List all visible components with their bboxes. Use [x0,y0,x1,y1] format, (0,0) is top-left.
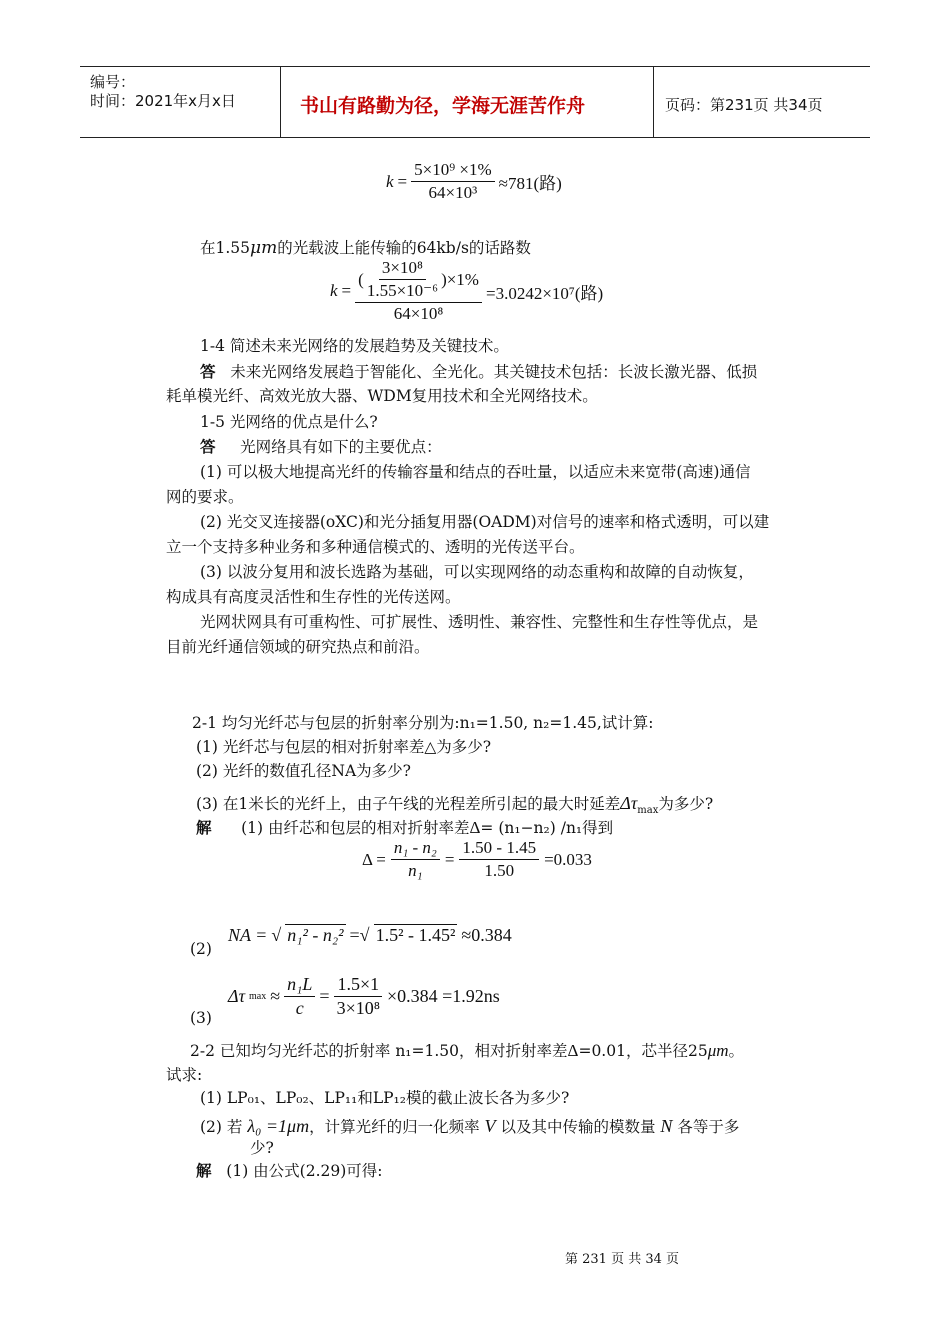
eq3-den2: 1.50 [484,861,515,880]
question-2-2-ask: 试求: [166,1066,203,1084]
equation-k-3-0242: k = ( $\frac{\text{3×10⁸}}{\text{1.55×10⁻⁶}}$ )×1% 64×10⁸ =3.0242×10⁷(路) [330,258,604,323]
part3-symbol: Δτ [620,793,638,813]
eq4-result: ≈0.384 [461,924,512,945]
eq1-fraction [411,160,495,203]
eq5-den1: c [295,998,304,1018]
question-2-2-mid: =0.01，芯半径25 [578,1042,708,1060]
carrier-prefix: 在1.55 [200,239,251,257]
header-motto: 书山有路勤为径，学海无涯苦作舟 [300,95,586,117]
solution-2-2 [196,1161,383,1181]
eq5-num1: n₁L [284,974,315,997]
answer-mark: 答 [200,362,216,381]
eq4-radicand2: 1.5² - 1.45² [375,925,456,945]
solution-2-1-intro [196,818,613,838]
eq4-radicand1: n₁² - n₂² [287,925,344,945]
part3-subscript: max [637,805,659,817]
question-2-2-delta: Δ [567,1041,579,1060]
question-2-2-part2 [200,1116,739,1137]
part2-n: N [660,1116,673,1136]
question-2-1-part2: (2) 光纤的数值孔径NA为多少? [196,762,411,780]
eq5-fraction1 [284,974,315,1019]
answer-1-4-line1 [200,362,757,382]
question-2-2-part1: (1) LP₀₁、LP₀₂、LP₁₁和LP₁₂模的截止波长各为多少? [200,1089,570,1107]
answer-1-4-line2: 耗单模光纤、高效光放大器、WDM复用技术和全光网络技术。 [166,387,598,405]
eq3-num1: n₁ - n₂ [391,838,440,860]
part2-text: ，计算光纤的归一化频率 [309,1118,480,1136]
solution-2-2-text: (1) 由公式(2.29)可得: [226,1162,383,1180]
question-2-2-unit: μm [707,1041,729,1060]
point-1-line1: (1) 可以极大地提高光纤的传输容量和结点的吞吐量，以适应未来宽带(高速)通信 [200,463,751,481]
header-time-label: 时间：2021年x月x日 [90,92,236,110]
eq5-lhs: Δτ [228,986,246,1006]
equation-delay: Δτ max ≈ $\frac{\text{n₁L}}{c}$ = $\frac{1.5\times 1}{\text{3×10⁸}}$ ×0.384 =1.92ns [228,974,500,1018]
part2-text3: 各等于多 [677,1118,740,1136]
answer-1-5-intro [200,437,442,457]
equation-delta: Δ = $\frac{\text{n₁ - n₂}}{\text{n₁}}$ = $\frac{1.50 - 1.45}{1.50}$ =0.033 [362,838,592,880]
point-2-line2: 立一个支持多种业务和多种通信模式的、透明的光传送平台。 [166,538,585,556]
eq3-den1: n₁ [408,861,423,880]
carrier-tail: 的光载波上能传输的64kb/s的话路数 [277,239,531,257]
header-page-label: 页码：第231页 共34页 [665,96,823,114]
point-2-line1: (2) 光交叉连接器(oXC)和光分插复用器(OADM)对信号的速率和格式透明，可以建 [200,513,770,531]
question-2-1-part1: (1) 光纤芯与包层的相对折射率差△为多少? [196,738,492,756]
equation-k-781: k = $\frac{\text{5×10⁹ ×1\%}}{\text{64×10³}}$ ≈781(路) [386,160,562,202]
part3-tail: 为多少? [658,795,714,813]
question-2-1: 2-1 均匀光纤芯与包层的折射率分别为:n₁=1.50, n₂=1.45,试计算: [192,714,654,732]
eq5-num2: 1.5×1 [334,974,382,997]
footer-page-number: 第 231 页 共 34 页 [565,1252,680,1267]
eq1-denominator: 64×10³ [428,183,478,202]
eq3-num2: 1.50 - 1.45 [459,838,539,860]
header-divider-right [653,67,654,137]
question-2-2 [190,1041,744,1061]
part2-v: V [484,1116,496,1136]
question-1-4: 1-4 简述未来光网络的发展趋势及关键技术。 [200,337,509,355]
solution-2-1-tail: = (n₁−n₂) /n₁得到 [480,819,614,837]
question-2-2-end: 。 [728,1042,745,1060]
solution-delta: Δ [469,818,481,837]
eq3-lhs: Δ = [362,849,386,869]
paragraph-carrier [200,238,531,258]
question-1-5: 1-5 光网络的优点是什么? [200,413,378,431]
solution-mark-2: 解 [196,1161,212,1180]
question-2-2-text: 2-2 已知均匀光纤芯的折射率 n₁=1.50，相对折射率差 [190,1042,568,1060]
header-divider-left [280,67,281,137]
eq2-inner-denominator: 1.55×10⁻⁶ [366,281,439,300]
eq4-lhs: NA = [228,924,268,945]
eq1-numerator: 5×10⁹ ×1% [411,160,495,182]
eq5-fraction2 [334,974,383,1019]
part2-text2: 以及其中传输的模数量 [500,1118,656,1136]
eq2-fraction [355,258,482,324]
eq3-result: =0.033 [544,849,592,869]
solution-2-1-text: (1) 由纤芯和包层的相对折射率差 [241,819,470,837]
point-3-line1: (3) 以波分复用和波长选路为基础，可以实现网络的动态重构和故障的自动恢复， [200,563,754,581]
answer-mark-2: 答 [200,437,216,456]
header-number-label: 编号： [90,73,136,91]
label-part2: (2) [190,940,212,958]
eq3-fraction1 [391,838,440,881]
eq5-den2: 3×10⁸ [336,998,380,1018]
eq2-result: =3.0242×10⁷(路) [485,283,604,303]
solution-mark: 解 [196,818,212,837]
eq3-fraction2 [459,838,539,881]
question-2-2-part2-line2: 少? [250,1139,274,1157]
eq2-inner-fraction [364,258,441,301]
part2-lambda: λ₀ =1μm [247,1116,310,1136]
summary-line1: 光网状网具有可重构性、可扩展性、透明性、兼容性、完整性和生存性等优点，是 [200,613,759,631]
part2-prefix: (2) 若 [200,1118,243,1136]
point-1-line2: 网的要求。 [166,488,244,506]
carrier-unit: μm [250,238,278,258]
eq2-k: k [330,281,338,300]
label-part3: (3) [190,1009,212,1027]
equation-na: NA = √ n₁² - n₂² =√ 1.5² - 1.45² ≈0.384 [228,924,512,945]
eq1-result: ≈781(路) [498,174,562,193]
eq2-inner-numerator: 3×10⁸ [379,258,426,280]
question-2-1-part3 [196,793,713,821]
eq5-lhs-sub: max [249,991,267,1002]
answer-1-4-text: 未来光网络发展趋于智能化、全光化。其关键技术包括：长波长激光器、低损 [230,363,758,381]
eq5-result: ×0.384 =1.92ns [387,986,500,1006]
eq5-approx: ≈ [270,986,281,1006]
part3-text: (3) 在1米长的光纤上，由子午线的光程差所引起的最大时延差 [196,795,621,813]
eq2-inner-tail: )×1% [441,269,479,289]
point-3-line2: 构成具有高度灵活性和生存性的光传送网。 [166,588,461,606]
eq1-k: k [386,171,394,191]
answer-1-5-intro-text: 光网络具有如下的主要优点： [240,438,442,456]
eq2-denominator: 64×10⁸ [393,304,444,323]
summary-line2: 目前光纤通信领域的研究热点和前沿。 [166,638,430,656]
eq2-numerator: ( $\frac{\text{3×10⁸}}{\text{1.55×10⁻⁶}}$ )×1% [355,258,482,303]
